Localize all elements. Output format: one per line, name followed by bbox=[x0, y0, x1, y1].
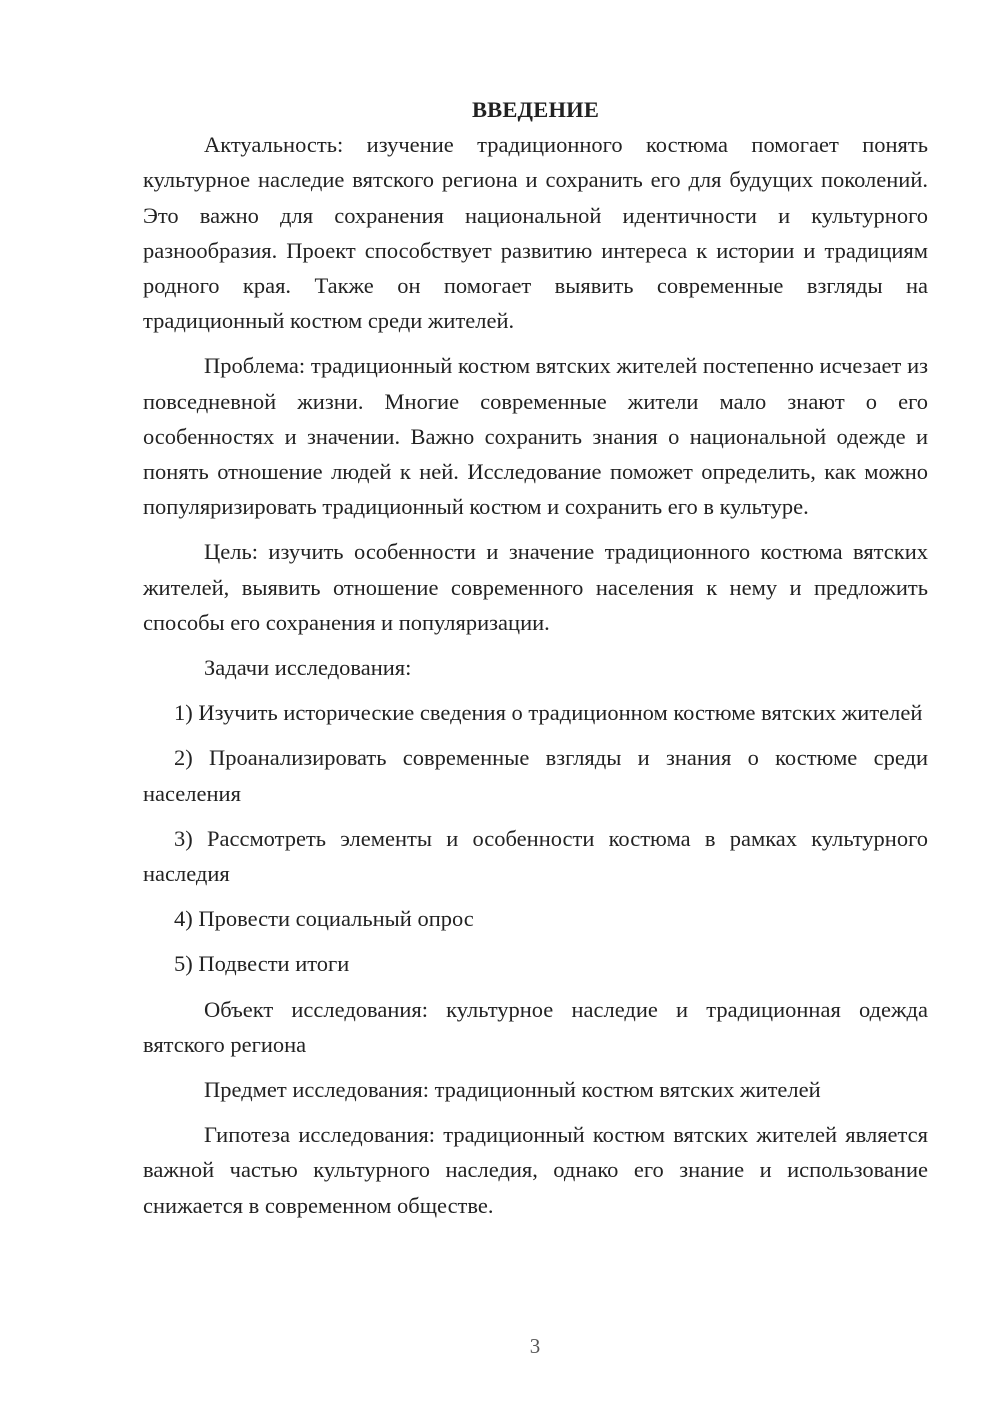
task-item: 4) Провести социальный опрос bbox=[174, 906, 474, 932]
task-item: 3) Рассмотреть элементы и особенности костюма в рамках культурного наследия bbox=[143, 825, 928, 887]
task-item: 5) Подвести итоги bbox=[174, 951, 350, 977]
paragraph-goal: Цель: изучить особенности и значение традиционного костюма вятских жителей, выявить отношение современного населения к нему и предложить способы его сохранения и популяризации. bbox=[143, 539, 928, 635]
paragraph-subject: Предмет исследования: традиционный костюм вятских жителей bbox=[204, 1077, 821, 1103]
task-item: 2) Проанализировать современные взгляды и знания о костюме среди населения bbox=[143, 745, 928, 806]
paragraph-object: Объект исследования: культурное наследие и традиционная одежда вятского региона bbox=[143, 996, 928, 1057]
paragraph-problem: Проблема: традиционный костюм вятских жителей постепенно исчезает из повседневной жизни. Многие современные жители мало знают о его особенностях и значении. Важно сохранить знания о национальной одежде и понять отношение людей к ней. Исследование поможет определить, как можно популяризировать традиционный костюм и сохранить его в культуре. bbox=[143, 353, 928, 520]
document-page bbox=[143, 92, 928, 1233]
paragraph-relevance: Актуальность: изучение традиционного костюма помогает понять культурное наследие вятского региона и сохранить его для будущих поколений. Это важно для сохранения национальной идентичности и культурного разнообразия. Проект способствует развитию интереса к истории и традициям родного края. Также он помогает выявить современные взгляды на традиционный костюм среди жителей. bbox=[143, 132, 928, 334]
section-title: ВВЕДЕНИЕ bbox=[471, 97, 600, 122]
task-item: 1) Изучить исторические сведения о традиционном костюме вятских жителей bbox=[174, 700, 923, 726]
page-number: 3 bbox=[529, 1334, 541, 1358]
tasks-heading: Задачи исследования: bbox=[204, 655, 412, 681]
paragraph-hypothesis: Гипотеза исследования: традиционный костюм вятских жителей является важной частью культурного наследия, однако его знание и использование снижается в современном обществе. bbox=[143, 1122, 928, 1218]
